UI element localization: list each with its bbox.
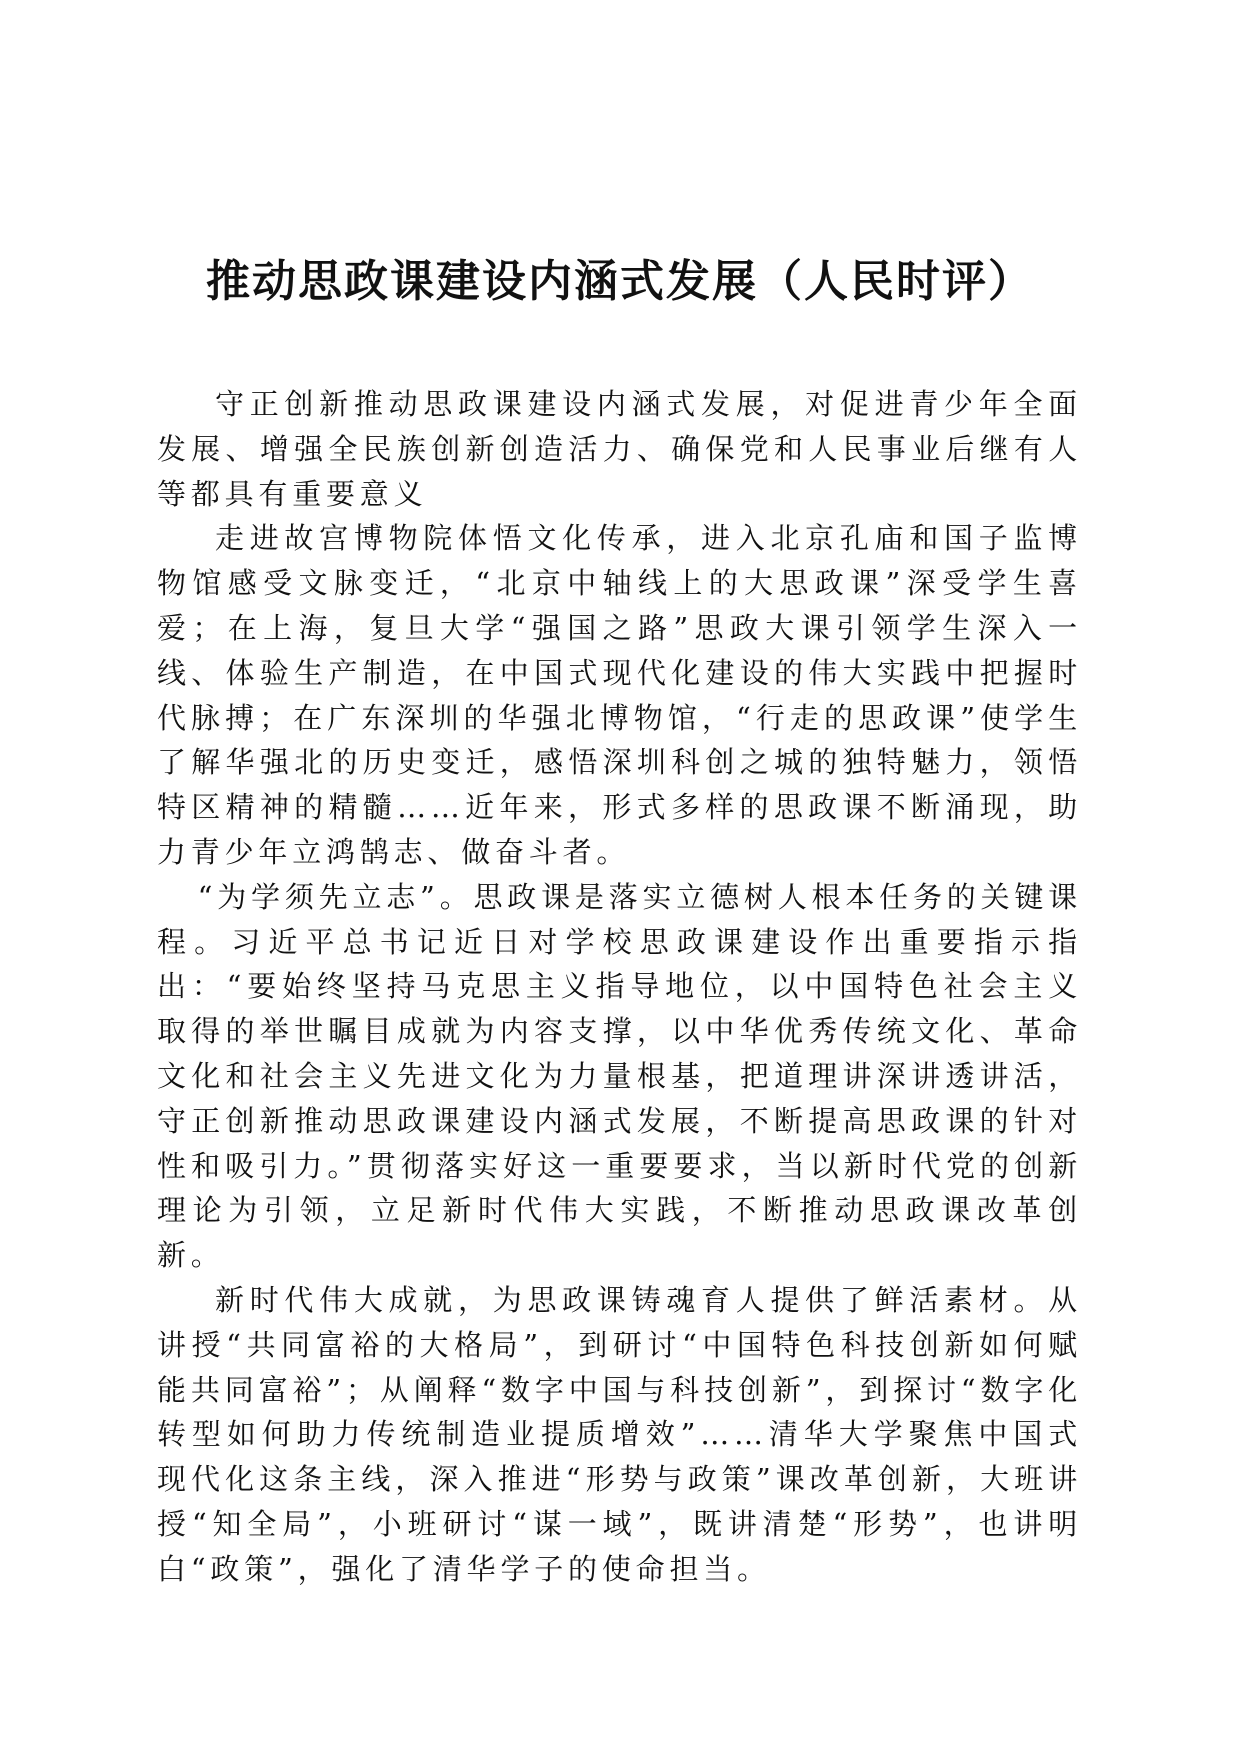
article-title: 推动思政课建设内涵式发展（人民时评） [206, 256, 1034, 307]
paragraph-summary: 守正创新推动思政课建设内涵式发展，对促进青少年全面发展、增强全民族创新创造活力、确保党和人民事业后继有人等都具有重要意义 [157, 387, 1082, 511]
article-body [157, 382, 1082, 1592]
paragraph-instruction: “为学须先立志”。思政课是落实立德树人根本任务的关键课程。习近平总书记近日对学校思政课建设作出重要指示指出：“要始终坚持马克思主义指导地位，以中国特色社会主义取得的举世瞩目成就为内容支撑，以中华优秀传统文化、革命文化和社会主义先进文化为力量根基，把道理讲深讲透讲活，守正创新推动思政课建设内涵式发展，不断提高思政课的针对性和吸引力。”贯彻落实好这一重要要求，当以新时代党的创新理论为引领，立足新时代伟大实践，不断推动思政课改革创新。 [157, 879, 1082, 1273]
paragraph-achievements: 新时代伟大成就，为思政课铸魂育人提供了鲜活素材。从讲授“共同富裕的大格局”，到研讨“中国特色科技创新如何赋能共同富裕”；从阐释“数字中国与科技创新”，到探讨“数字化转型如何助力传统制造业提质增效”……清华大学聚焦中国式现代化这条主线，深入推进“形势与政策”课改革创新，大班讲授“知全局”，小班研讨“谋一域”，既讲清楚“形势”，也讲明白“政策”，强化了清华学子的使命担当。 [157, 1282, 1082, 1586]
paragraph-examples: 走进故宫博物院体悟文化传承，进入北京孔庙和国子监博物馆感受文脉变迁，“北京中轴线上的大思政课”深受学生喜爱；在上海，复旦大学“强国之路”思政大课引领学生深入一线、体验生产制造，在中国式现代化建设的伟大实践中把握时代脉搏；在广东深圳的华强北博物馆，“行走的思政课”使学生了解华强北的历史变迁，感悟深圳科创之城的独特魅力，领悟特区精神的精髓……近年来，形式多样的思政课不断涌现，助力青少年立鸿鹄志、做奋斗者。 [157, 521, 1082, 869]
